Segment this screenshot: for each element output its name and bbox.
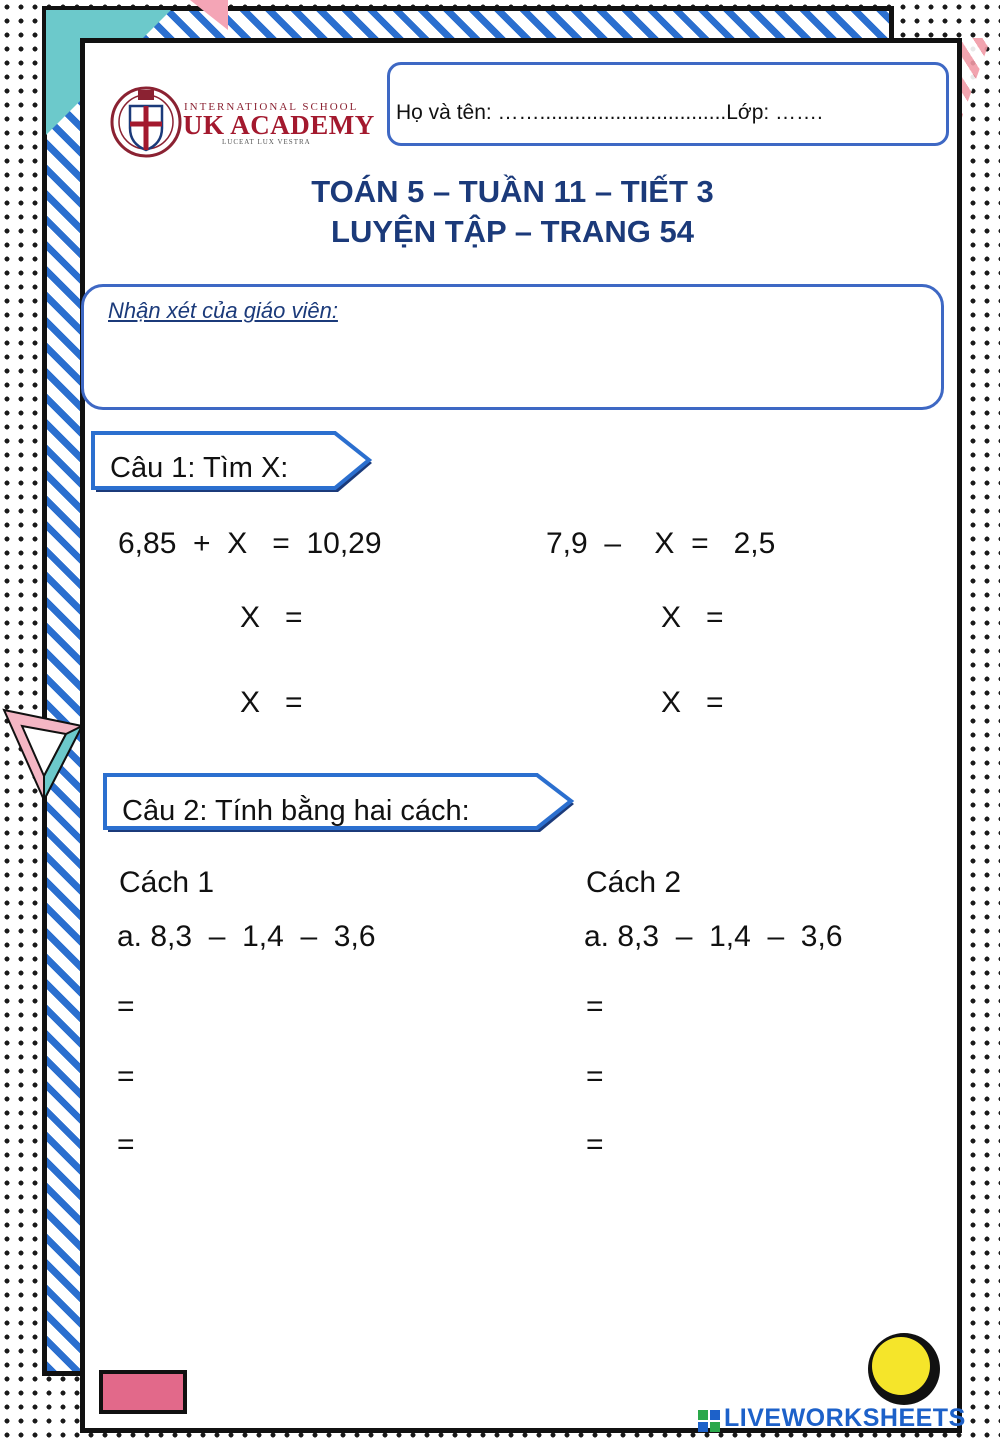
pink-rectangle-decoration [99,1370,187,1414]
method2-label: Cách 2 [586,866,682,899]
method1-expression: a. 8,3 – 1,4 – 3,6 [117,920,376,953]
q1-left-equation: 6,85 + X = 10,29 [118,527,382,560]
q1-right-step1[interactable]: X = [661,601,724,634]
method2-line[interactable]: = [586,1060,604,1093]
method1-line[interactable]: = [117,1060,135,1093]
method2-line[interactable]: = [586,990,604,1023]
method1-line[interactable]: = [117,990,135,1023]
school-motto: LUCEAT LUX VESTRA [222,138,311,146]
student-info-line: Họ và tên: ……................................Lớp: ……. [396,101,823,124]
q1-left-step1[interactable]: X = [240,601,303,634]
method2-expression: a. 8,3 – 1,4 – 3,6 [584,920,843,953]
q1-right-equation: 7,9 – X = 2,5 [546,527,776,560]
method1-line[interactable]: = [117,1128,135,1161]
q1-left-step2[interactable]: X = [240,686,303,719]
page-title: TOÁN 5 – TUẦN 11 – TIẾT 3 [311,174,714,209]
liveworksheets-logo-icon [698,1410,720,1432]
school-name: UK ACADEMY [183,110,375,140]
question2-heading: Câu 2: Tính bằng hai cách: [122,795,470,827]
triangle-decoration [0,696,90,806]
liveworksheets-watermark: LIVEWORKSHEETS [724,1404,966,1432]
method1-label: Cách 1 [119,866,215,899]
yellow-circle-inner [872,1337,930,1395]
method2-line[interactable]: = [586,1128,604,1161]
q1-right-step2[interactable]: X = [661,686,724,719]
question1-heading: Câu 1: Tìm X: [110,452,289,484]
school-type-label: INTERNATIONAL SCHOOL [184,101,359,113]
page-subtitle: LUYỆN TẬP – TRANG 54 [331,214,694,249]
pink-corner-decoration [190,0,228,30]
teacher-comment-label: Nhận xét của giáo viên: [108,298,338,323]
